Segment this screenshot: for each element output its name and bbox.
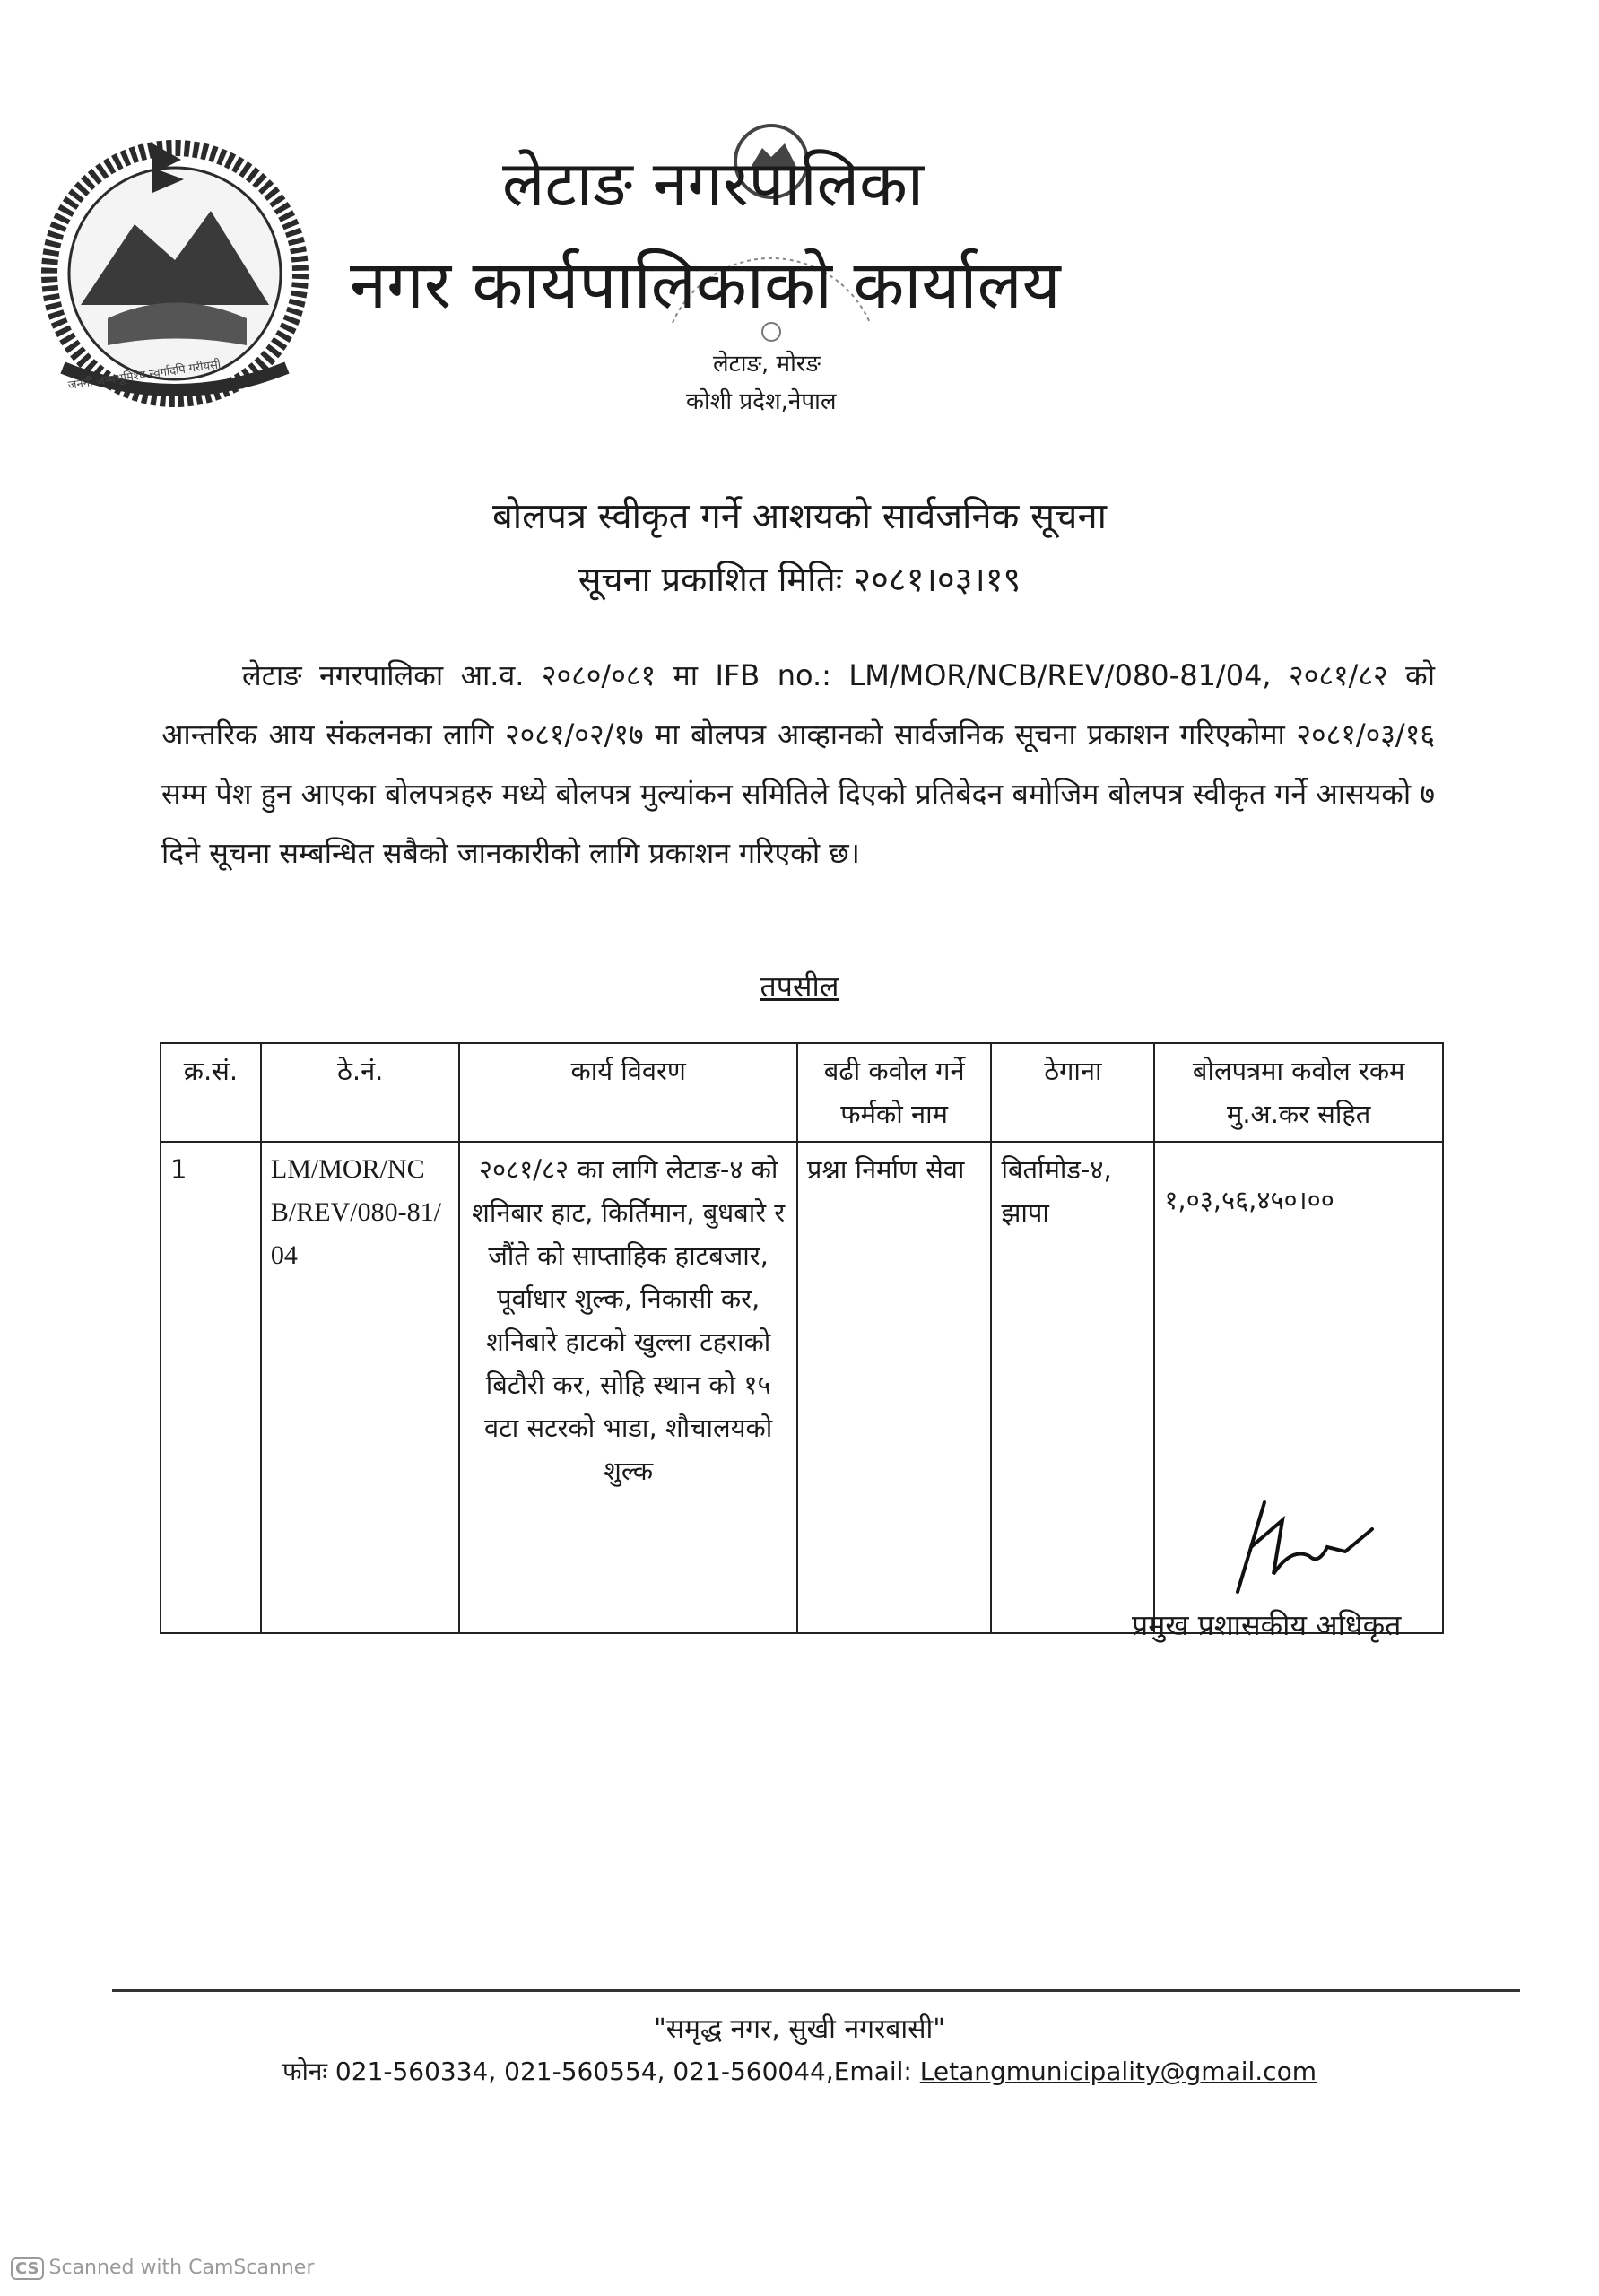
cell-firm: प्रश्ना निर्माण सेवा [797, 1142, 992, 1633]
header-address: ठेगाना [991, 1043, 1154, 1142]
footer-motto: "समृद्ध नगर, सुखी नगरबासी" [653, 2013, 946, 2045]
cell-address: बिर्तामोड-४, झापा [991, 1142, 1154, 1633]
camscanner-icon: CS [11, 2257, 44, 2280]
header-sn: क्र.सं. [161, 1043, 261, 1142]
scanner-watermark [11, 2257, 314, 2280]
published-date: सूचना प्रकाशित मितिः २०८१।०३।१९ [578, 560, 1021, 599]
contact-email-link[interactable]: Letangmunicipality@gmail.com [919, 2057, 1317, 2086]
cell-sn: 1 [161, 1142, 261, 1633]
footer-divider [112, 1989, 1520, 1992]
notice-body: लेटाङ नगरपालिका आ.व. २०८०/०८१ मा IFB no.: LM/MOR/NCB/REV/080-81/04, २०८१/८२ को आन्तरिक आय संकलनका लागि २०८१/०२/१७ मा बोलपत्र आव्हानको सार्वजनिक सूचना प्रकाशन गरिएकोमा २०८१/०३/१६ सम्म पेश हुन आएका बोलपत्रहरु मध्ये बोलपत्र मुल्यांकन समितिले दिएको प्रतिबेदन बमोजिम बोलपत्र स्वीकृत गर्ने आसयको ७ दिने सूचना सम्बन्धित सबैको जानकारीको लागि प्रकाशन गरिएको छ। [161, 658, 1435, 870]
municipality-title: लेटाङ नगरपालिका [502, 147, 924, 221]
cell-description: २०८१/८२ का लागि लेटाङ-४ को शनिबार हाट, किर्तिमान, बुधबारे र जौंते को साप्ताहिक हाटबजार, पूर्वाधार शुल्क, निकासी कर, शनिबारे हाटको खुल्ला टहराको बिटौरी कर, सोहि स्थान को १५ वटा सटरको भाडा, शौचालयको शुल्क [459, 1142, 796, 1633]
address-line-2: कोशी प्रदेश,नेपाल [686, 388, 837, 415]
contact-phones: फोनः 021-560334, 021-560554, 021-560044,Email: [282, 2057, 920, 2086]
signatory-title: प्रमुख प्रशासकीय अधिकृत [1132, 1608, 1402, 1642]
emblem-motto: जननी जन्मभूमिश्च स्वर्गादपि गरीयसी [67, 358, 222, 393]
header-firm: बढी कवोल गर्ने फर्मको नाम [797, 1043, 992, 1142]
footer-contact [0, 2054, 1599, 2088]
signature-mark [1202, 1493, 1390, 1610]
address-line-1: लेटाङ, मोरङ [713, 351, 821, 378]
cell-contract-no: LM/MOR/NCB/REV/080-81/04 [261, 1142, 460, 1633]
notice-subject: बोलपत्र स्वीकृत गर्ने आशयको सार्वजनिक सूचना [491, 496, 1108, 537]
office-title: नगर कार्यपालिकाको कार्यालय [350, 247, 1061, 324]
header-contract-no: ठे.नं. [261, 1043, 460, 1142]
table-header-row [161, 1043, 1443, 1142]
details-heading: तपसील [760, 970, 839, 1004]
scanner-text: Scanned with CamScanner [48, 2257, 315, 2279]
cell-amount: १,०३,५६,४५०।०० [1154, 1142, 1443, 1633]
header-description: कार्य विवरण [459, 1043, 796, 1142]
header-amount: बोलपत्रमा कवोल रकम मु.अ.कर सहित [1154, 1043, 1443, 1142]
